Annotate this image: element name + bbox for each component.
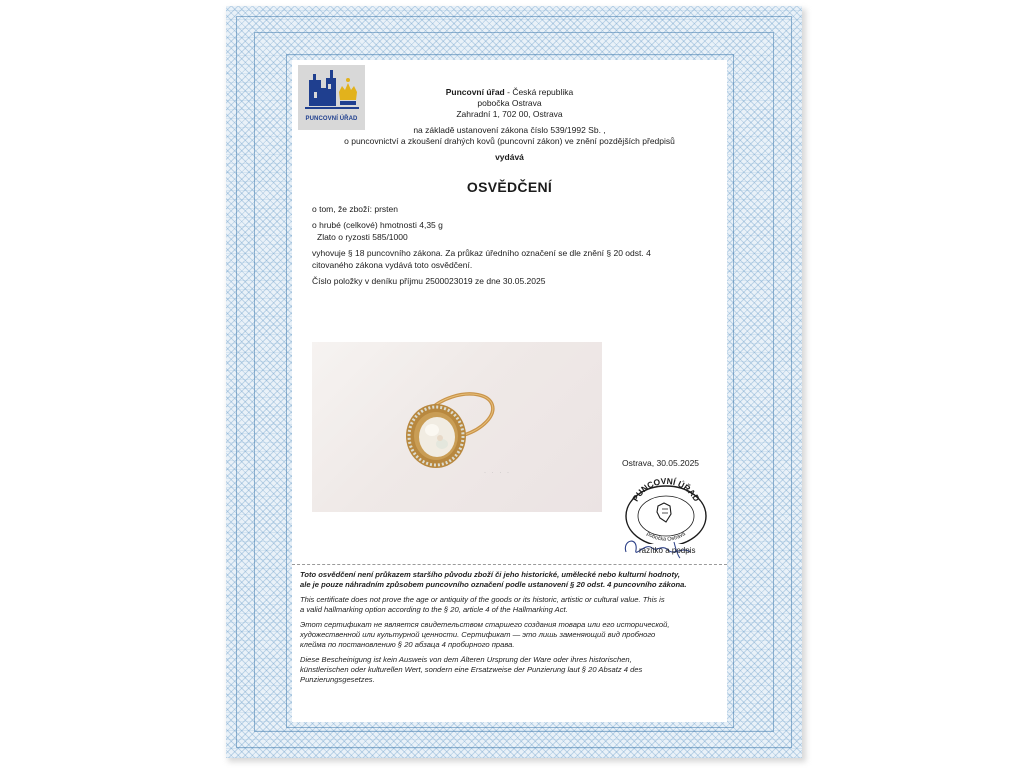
disclaimer-de-2: künstlerischen oder kulturellen Wert, sondern eine Ersatzweise der Punzierung laut § 20 Absatz 4 des <box>300 665 643 674</box>
certificate-sheet <box>226 6 802 758</box>
stamp-bottom-text: pobočka Ostrava <box>645 531 687 543</box>
photo-reflection-specks: · · · · <box>484 470 511 476</box>
stamp-and-signature-label: razítko a podpis <box>639 546 696 555</box>
stamp-top-text: PUNCOVNÍ ÚŘAD <box>630 476 702 504</box>
registry-number-line: Číslo položky v deníku příjmu 2500023019 ze dne 30.05.2025 <box>312 276 546 286</box>
legal-basis-line: na základě ustanovení zákona číslo 539/1992 Sb. , <box>413 125 606 135</box>
disclaimer-ru-2: художественной или культурной ценности. Сертификат — это лишь заменяющий вид пробного <box>300 630 656 639</box>
disclaimer-ru-3: клейма по постановлению § 20 абзаца 4 пробирного права. <box>300 640 515 649</box>
office-country: - Česká republika <box>504 87 574 97</box>
certificate-title: OSVĚDČENÍ <box>466 179 553 195</box>
office-name: Puncovní úřad <box>445 87 505 97</box>
disclaimer-separator <box>292 564 727 566</box>
legal-act-line: o puncovnictví a zkoušení drahých kovů (puncovní zákon) ve znění pozdějších předpisů <box>344 136 675 146</box>
disclaimer-cz-2: ale je pouze náhradním způsobem puncovního označení podle ustanovení § 20 odst. 4 puncovního zákona. <box>300 580 687 589</box>
office-heading <box>292 87 727 98</box>
disclaimer-en-2: a valid hallmarking option according to the § 20, article 4 of the Hallmarking Act. <box>300 605 568 614</box>
office-address: Zahradní 1, 702 00, Ostrava <box>456 109 563 119</box>
office-branch: pobočka Ostrava <box>477 98 542 108</box>
disclaimer-de-3: Punzierungsgesetzes. <box>300 675 375 684</box>
weight-line: o hrubé (celkové) hmotnosti 4,35 g <box>312 220 443 230</box>
compliance-line-2: citovaného zákona vydává toto osvědčení. <box>312 260 473 270</box>
lion-emblem-icon <box>657 503 671 522</box>
issues-label: vydává <box>495 152 524 162</box>
opal-ring-image <box>396 384 500 476</box>
compliance-line-1: vyhovuje § 18 puncovního zákona. Za průkaz úředního označení se dle znění § 20 odst. 4 <box>312 248 651 258</box>
goods-line: o tom, že zboží: prsten <box>312 204 398 214</box>
disclaimer-ru-1: Этот сертификат не является свидетельством старшего создания товара или его исторической, <box>300 620 670 629</box>
disclaimer-en-1: This certificate does not prove the age or antiquity of the goods or its historic, artistic or cultural value. This is <box>300 595 665 604</box>
ring-photo <box>312 342 602 512</box>
certificate-body <box>292 60 727 722</box>
fineness-line: Zlato o ryzosti 585/1000 <box>317 232 408 242</box>
disclaimer-de-1: Diese Bescheinigung ist kein Ausweis von dem Älteren Ursprung der Ware oder ihres historischen, <box>300 655 632 664</box>
logo-caption: PUNCOVNÍ ÚŘAD <box>305 116 358 122</box>
place-and-date: Ostrava, 30.05.2025 <box>622 458 700 468</box>
disclaimer-cz-1: Toto osvědčení není průkazem staršího původu zboží či jeho historické, umělecké nebo kulturní hodnoty, <box>300 570 681 579</box>
